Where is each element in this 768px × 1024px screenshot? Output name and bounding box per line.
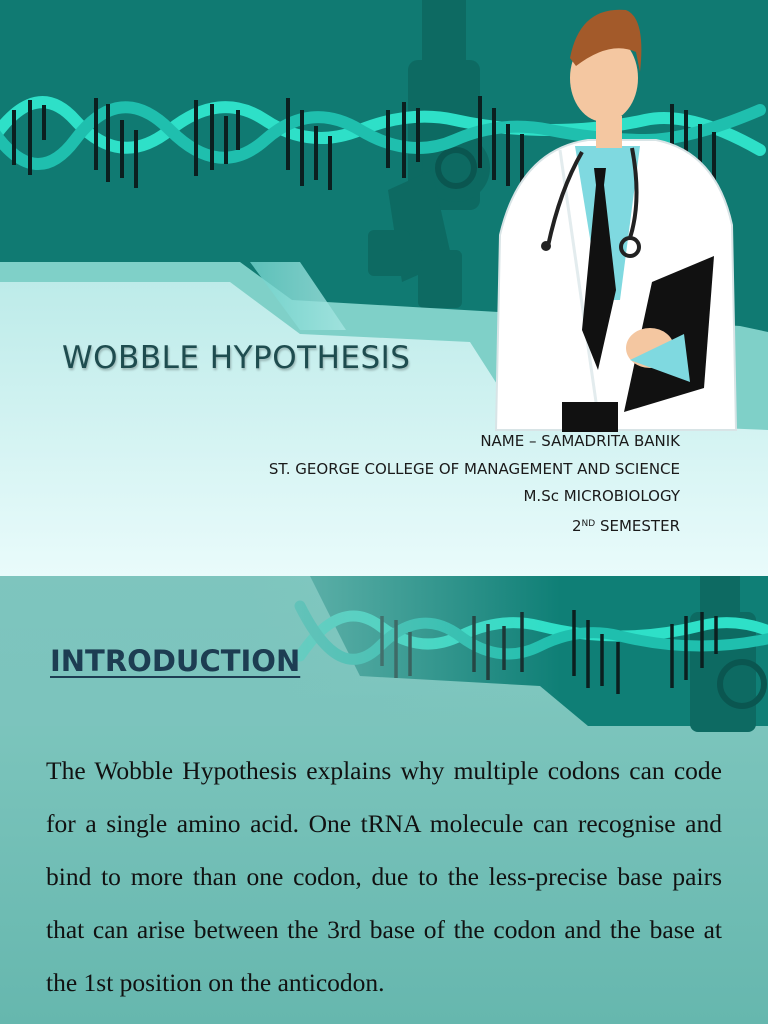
- presenter-info: [269, 428, 680, 540]
- introduction-heading: INTRODUCTION: [50, 644, 301, 678]
- doctor-illustration: [496, 10, 736, 432]
- presenter-course: M.Sc MICROBIOLOGY: [523, 487, 680, 505]
- introduction-body: The Wobble Hypothesis explains why multiple codons can code for a single amino acid. One tRNA molecule can recognise and bind to more than one codon, due to the less-precise base pairs that can arise between the 3rd base of the codon and the base at the 1st position on the anticodon.: [46, 756, 722, 997]
- presenter-semester: [269, 511, 680, 541]
- presenter-name: NAME – SAMADRITA BANIK: [480, 432, 680, 450]
- presentation-title: WOBBLE HYPOTHESIS: [62, 340, 411, 376]
- presenter-college: ST. GEORGE COLLEGE OF MANAGEMENT AND SCIENCE: [268, 459, 680, 478]
- semester-suffix: ND: [581, 518, 596, 529]
- introduction-slide: [0, 576, 768, 1024]
- semester-number: 2: [572, 516, 582, 535]
- semester-word: SEMESTER: [595, 516, 680, 535]
